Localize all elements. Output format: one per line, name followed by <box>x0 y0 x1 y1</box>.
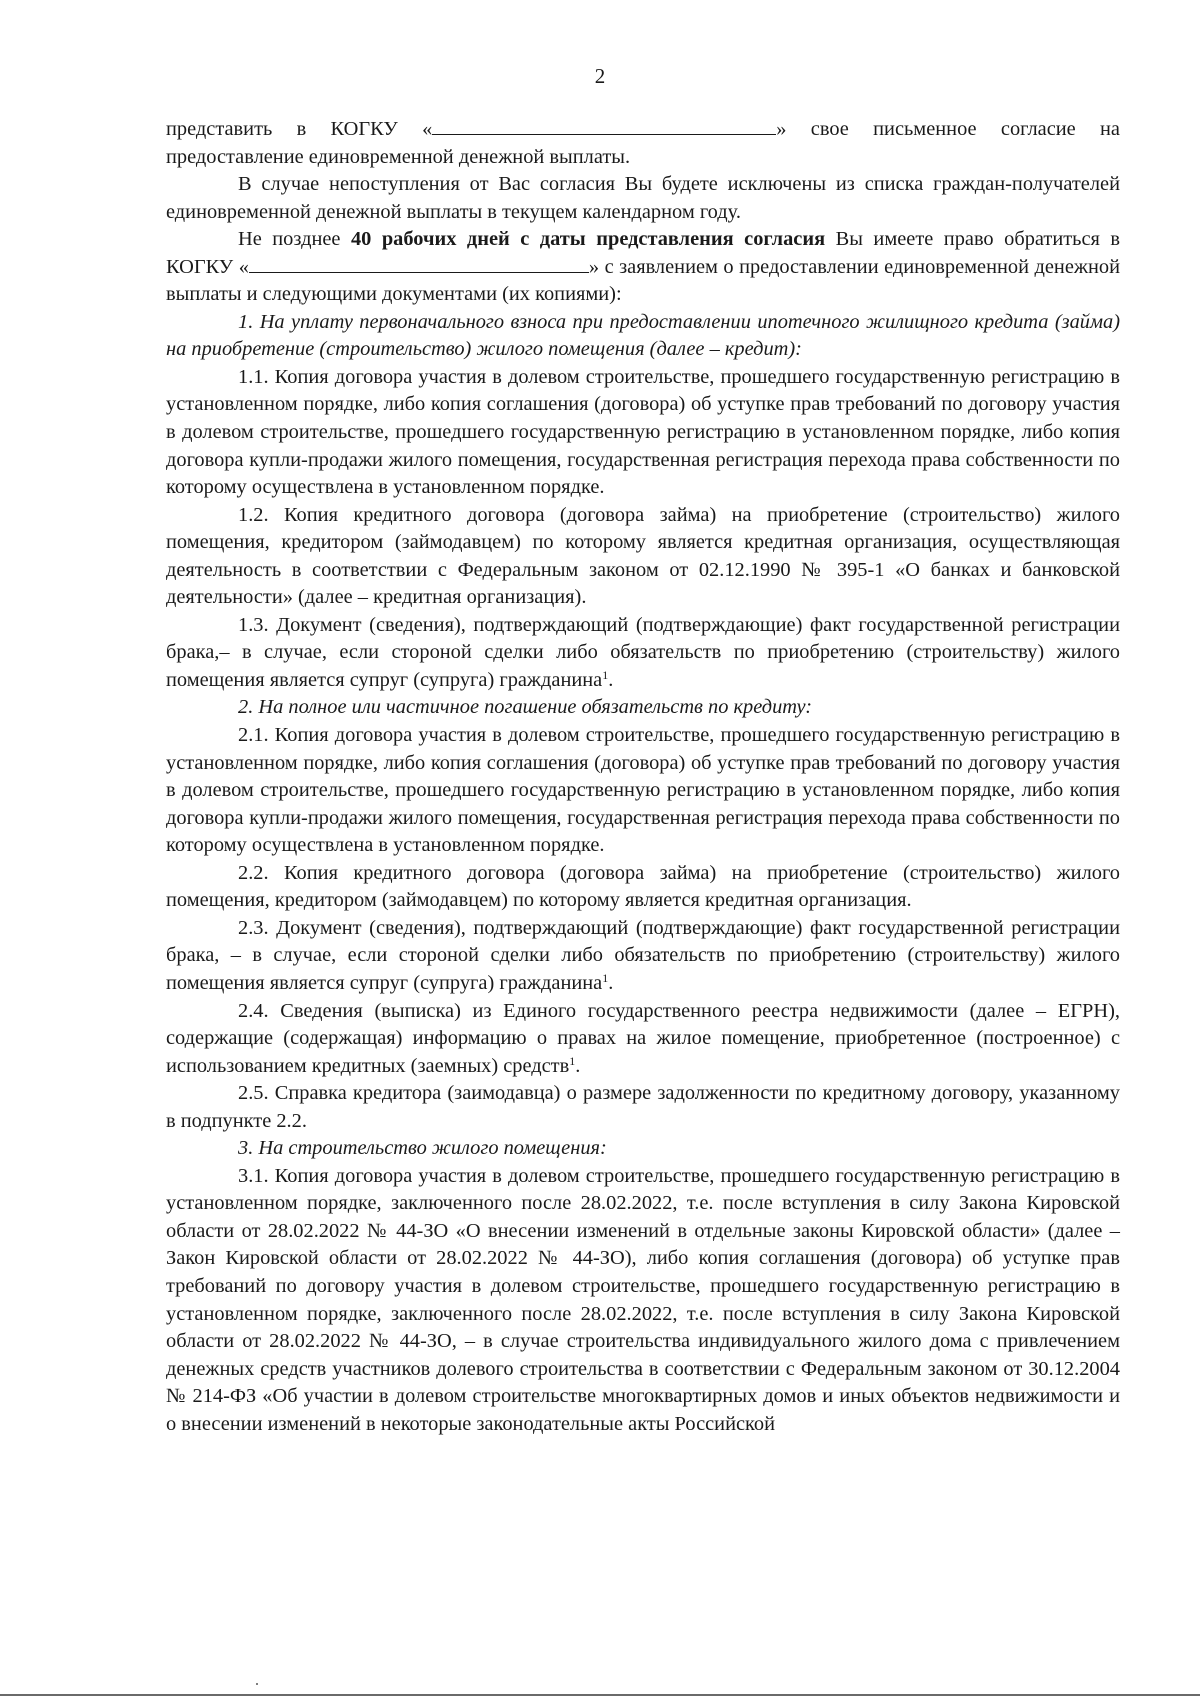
exclusion-paragraph: В случае непоступления от Вас согласия Вы будете исключены из списка граждан-получателей единовременной денежной выплаты в текущем календарном году. <box>166 173 1120 223</box>
document-body <box>166 116 1120 1438</box>
item-1-2: 1.2. Копия кредитного договора (договора займа) на приобретение (строительство) жилого помещения, кредитором (займодавцем) по которому является кредитная организация, осуществляющая деятельность в соответствии с Федеральным законом от 02.12.1990 № 395-1 «О банках и банковской деятельности» (далее – кредитная организация). <box>166 503 1120 609</box>
item-2-3-text: 2.3. Документ (сведения), подтверждающий (подтверждающие) факт государственной регистрации брака, – в случае, если стороной сделки либо обязательств по приобретению (строительству) жилого помещения является супруг (супруга) гражданина <box>166 916 1120 994</box>
section-3-heading: 3. На строительство жилого помещения: <box>238 1137 607 1160</box>
deadline-paragraph <box>166 226 1120 309</box>
page-number: 2 <box>594 64 606 88</box>
deadline-text-middle: Вы имеете право обратиться в КОГКУ « <box>166 228 1120 278</box>
section-2-heading: 2. На полное или частичное погашение обязательств по кредиту: <box>238 696 813 719</box>
item-2-4-text: 2.4. Сведения (выписка) из Единого государственного реестра недвижимости (далее – ЕГРН), содержащие (содержащая) информацию о правах на жилое помещение, приобретенное (построенное) с использованием кредитных (заемных) средств <box>166 999 1120 1077</box>
consent-text-end: » свое письменное согласие на предоставление единовременной денежной выплаты. <box>166 118 1120 168</box>
item-1-3: 1.3. Документ (сведения), подтверждающий (подтверждающие) факт государственной регистрации брака,– в случае, если стороной сделки либо обязательств по приобретению (строительству) жилого помещения является супруг (супруга) гражданина$^1$. <box>166 613 1120 691</box>
scan-bottom-edge <box>0 1694 1200 1696</box>
footnote-ref: 1 <box>602 970 609 985</box>
item-2-1: 2.1. Копия договора участия в долевом строительстве, прошедшего государственную регистрацию в установленном порядке, либо копия соглашения (договора) об уступке прав требований по договору участия в долевом строительстве, прошедшего государственную регистрацию в установленном порядке, либо копия договора купли-продажи жилого помещения, государственная регистрация перехода права собственности по которому осуществлена в установленном порядке. <box>166 724 1120 857</box>
deadline-bold-text: 40 рабочих дней с даты представления согласия <box>350 228 826 251</box>
section-1-heading: 1. На уплату первоначального взноса при предоставлении ипотечного жилищного кредита (займа) на приобретение (строительство) жилого помещения (далее – кредит): <box>166 310 1120 361</box>
item-2-3: 2.3. Документ (сведения), подтверждающий (подтверждающие) факт государственной регистрации брака, – в случае, если стороной сделки либо обязательств по приобретению (строительству) жилого помещения является супруг (супруга) гражданина$^1$. <box>166 916 1120 994</box>
deadline-text-end: » с заявлением о предоставлении единовременной денежной выплаты и следующими документами (их копиями): <box>166 255 1120 306</box>
consent-paragraph <box>166 116 1120 171</box>
item-1-3-text: 1.3. Документ (сведения), подтверждающий (подтверждающие) факт государственной регистрации брака,– в случае, если стороной сделки либо обязательств по приобретению (строительству) жилого помещения является супруг (супруга) гражданина <box>166 613 1120 691</box>
item-3-1: 3.1. Копия договора участия в долевом строительстве, прошедшего государственную регистрацию в установленном порядке, заключенного после 28.02.2022, т.е. после вступления в силу Закона Кировской области от 28.02.2022 № 44-ЗО «О внесении изменений в отдельные законы Кировской области» (далее – Закон Кировской области от 28.02.2022 № 44-ЗО), либо копия соглашения (договора) об уступке прав требований по договору участия в долевом строительстве, прошедшего государственную регистрацию в установленном порядке, заключенного после 28.02.2022, т.е. после вступления в силу Закона Кировской области от 28.02.2022 № 44-ЗО, – в случае строительства индивидуального жилого дома с привлечением денежных средств участников долевого строительства в соответствии с Федеральным законом от 30.12.2004 № 214-ФЗ «Об участии в долевом строительстве многоквартирных домов и иных объектов недвижимости и о внесении изменений в некоторые законодательные акты Российской <box>166 1164 1120 1435</box>
deadline-text-start: Не позднее <box>238 228 351 251</box>
item-2-5: 2.5. Справка кредитора (заимодавца) о размере задолженности по кредитному договору, указанному в подпункте 2.2. <box>166 1082 1120 1132</box>
item-1-1: 1.1. Копия договора участия в долевом строительстве, прошедшего государственную регистрацию в установленном порядке, либо копия соглашения (договора) об уступке прав требований по договору участия в долевом строительстве, прошедшего государственную регистрацию в установленном порядке, либо копия договора купли-продажи жилого помещения, государственная регистрация перехода права собственности по которому осуществлена в установленном порядке. <box>166 365 1120 499</box>
item-2-2: 2.2. Копия кредитного договора (договора займа) на приобретение (строительство) жилого помещения, кредитором (займодавцем) по которому является кредитная организация. <box>166 861 1120 912</box>
scan-speck <box>256 1683 258 1685</box>
consent-text-start: представить в КОГКУ « <box>166 118 433 140</box>
footnote-ref: 1 <box>602 667 609 682</box>
institution-blank-line <box>432 116 776 135</box>
item-2-4: 2.4. Сведения (выписка) из Единого государственного реестра недвижимости (далее – ЕГРН), содержащие (содержащая) информацию о правах на жилое помещение, приобретенное (построенное) с использованием кредитных (заемных) средств$^1$. <box>166 999 1120 1077</box>
footnote-ref: 1 <box>569 1053 576 1068</box>
institution-blank-line <box>249 254 589 273</box>
